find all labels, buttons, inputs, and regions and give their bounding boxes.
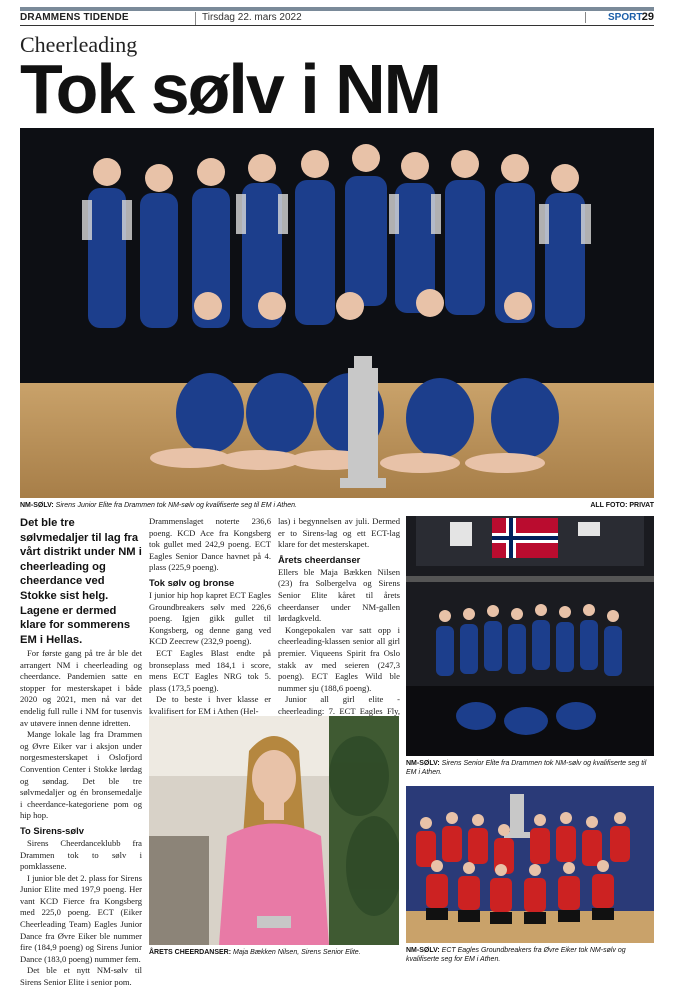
- article-kicker: Cheerleading: [20, 32, 138, 57]
- main-caption-label: NM-SØLV:: [20, 502, 54, 509]
- photo-credit: ALL FOTO: PRIVAT: [590, 502, 654, 509]
- right2-caption-text: ECT Eagles Groundbreakers fra Øvre Eiker tok NM-sølv og kvalifiserte seg for EM i Athen.: [406, 947, 626, 963]
- main-photo-caption: [20, 502, 654, 509]
- col1-paragraph: Sirens Cheerdanceklubb fra Drammen tok to sølv i pomklassene.: [20, 837, 142, 872]
- portrait-caption: [149, 948, 401, 957]
- newspaper-name: DRAMMENS TIDENDE: [20, 12, 129, 23]
- col3-paragraph: Kongepokalen var satt opp i cheerleading-klassen senior all girl premier. Viqueens Spirit fra Oslo stakk av med seieren (247,3 poeng). ECT Eagles Wild ble nummer sju (188,6 poeng).: [278, 624, 400, 693]
- main-team-photo: [20, 128, 654, 498]
- portrait-caption-text: Maja Bækken Nilsen, Sirens Senior Elite.: [233, 949, 361, 956]
- page-number: 29: [641, 11, 654, 23]
- col1-subheading: To Sirens-sølv: [20, 824, 84, 836]
- col3-subheading: Årets cheerdanser: [278, 553, 361, 565]
- right1-caption-text: Sirens Senior Elite fra Drammen tok NM-sølv og kvalifiserte seg til EM i Athen.: [406, 760, 647, 776]
- page-header: [20, 11, 654, 26]
- right1-caption-label: NM-SØLV:: [406, 760, 440, 767]
- col2-subheading: Tok sølv og bronse: [149, 576, 235, 588]
- senior-elite-caption: [406, 759, 654, 777]
- portrait-photo: [149, 716, 399, 945]
- section-label: SPORT: [585, 12, 642, 23]
- body-column-1: [20, 648, 142, 989]
- col1-paragraph: Mange lokale lag fra Drammen og Øvre Eiker var i aksjon under norgesmesterskapet i Oslofjord Convention Center i Stokke lørdag og søndag. Det ble tre sølvmedaljer og én bronsemedalje i cheerdance-kategoriene pom og hip hop.: [20, 729, 142, 821]
- col3-paragraph: Junior all girl elite - cheerleading: 7. ECT Eagles Fly,: [278, 694, 400, 716]
- article-headline: Tok sølv i NM: [20, 50, 440, 128]
- col3-paragraph: Ellers ble Maja Bækken Nilsen (23) fra Solbergelva og Sirens Senior Elite kåret til årets cheerdanser under NM-gallen lørdagkveld.: [278, 566, 400, 624]
- groundbreakers-caption: [406, 946, 654, 964]
- col2-paragraph: ECT Eagles Blast endte på bronseplass med 184,1 i score, mens ECT Eagles NRG tok 5. plass (173,5 poeng).: [149, 647, 271, 693]
- article-intro: Det ble tre sølvmedaljer til lag fra vårt distrikt under NM i cheerleading og cheerdance ved Stokke sist helg. Lagene er dermed klare for sommerens EM i Hellas.: [20, 517, 142, 646]
- senior-elite-photo: [406, 516, 654, 756]
- portrait-caption-label: ÅRETS CHEERDANSER:: [149, 949, 232, 956]
- issue-date: Tirsdag 22. mars 2022: [195, 12, 302, 25]
- col2-paragraph: I junior hip hop kapret ECT Eagles Groundbreakers sølv med 226,6 poeng. Igjen gikk gullet til Kongsberg, og denne gang ved KCD Zeecrew (232,9 poeng).: [149, 589, 271, 647]
- right2-caption-label: NM-SØLV:: [406, 947, 440, 954]
- col2-paragraph: De to beste i hver klasse er kvalifisert for EM i Athen (Hel-: [149, 694, 271, 716]
- body-column-2: [149, 516, 271, 718]
- col2-paragraph: Drammenslaget noterte 236,6 poeng. KCD Ace fra Kongsberg tok gullet med 242,9 poeng. ECT Eagles Senior Dance havnet på 4. plass (225,9 poeng).: [149, 516, 271, 573]
- body-column-3: [278, 516, 400, 729]
- main-caption-text: Sirens Junior Elite fra Drammen tok NM-sølv og kvalifiserte seg til EM i Athen.: [55, 502, 297, 509]
- groundbreakers-photo: [406, 786, 654, 943]
- col3-paragraph: las) i begynnelsen av juli. Dermed er to Sirens-lag og ett ECT-lag klare for det mesterskapet.: [278, 516, 400, 550]
- col1-paragraph: Det ble et nytt NM-sølv til Sirens Senior Elite i senior pom.: [20, 965, 142, 988]
- col1-paragraph: For første gang på tre år ble det arrangert NM i cheerleading og cheerdance. Pandemien satte en stopper for mesterskapet i både 2020 og 2021, men nå var det endelig full rulle i NM for tusenvis av utøvere innen denne idretten.: [20, 648, 142, 728]
- col1-paragraph: I junior ble det 2. plass for Sirens Junior Elite med 197,9 poeng. Her vant KCD Fierce fra Kongsberg med 225,0 poeng. ECT (Eiker Cheerleading Team) Eagles Junior Dance fra Øvre Eiker ble nummer fire (184,9 poeng) og Sirens Junior Dance (183,0 poeng) nummer fem.: [20, 872, 142, 964]
